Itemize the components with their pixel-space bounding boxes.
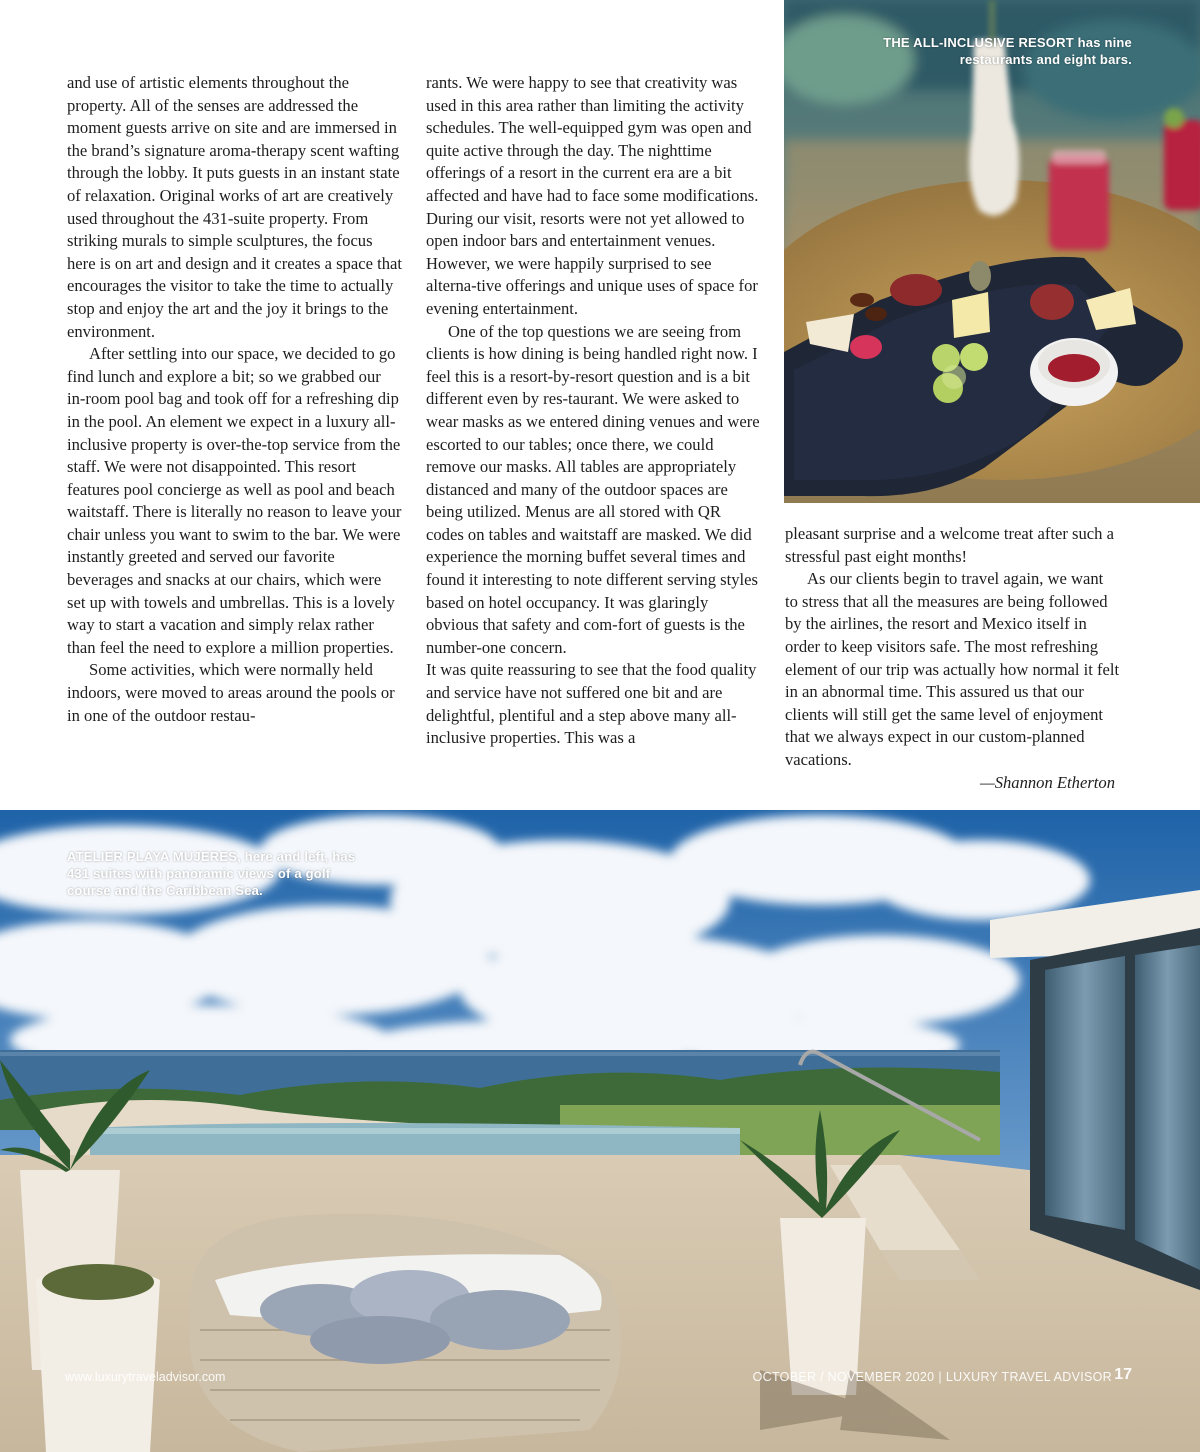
terrace-pool-photo <box>0 810 1200 1452</box>
issue-date: OCTOBER / NOVEMBER 2020 <box>752 1370 935 1384</box>
paragraph: As our clients begin to travel again, we want to stress that all the measures are being followed by the airlines, the resort and Mexico itself in order to keep visitors safe. The most refreshing element of our trip was actually how normal it felt in an abnormal time. This assured us that our clients will still get the same level of enjoyment that we always expect in our custom-planned vacations. <box>785 569 1120 769</box>
footer-separator: | <box>938 1370 942 1384</box>
paragraph: It was quite reassuring to see that the food quality and service have not suffered one bit and are delightful, plentiful and a step above many all-inclusive properties. This was a <box>426 660 757 748</box>
author-signature: —Shannon Etherton <box>979 772 1115 792</box>
paragraph: One of the top questions we are seeing from clients is how dining is being handled right now. I feel this is a resort-by-resort question and is a bit different even by res-taurant. We were asked to wear masks as we entered dining venues and were escorted to our tables; once there, we could remove our masks. All tables are appropriately distanced and many of the outdoor spaces are being utilized. Menus are all stored with QR codes on tables and waitstaff are masked. We did experience the morning buffet several times and found it interesting to note different serving styles based on hotel occupancy. It was glaringly obvious that safety and com-fort of guests is the number-one concern. <box>426 321 760 657</box>
food-photo-caption <box>832 34 1132 68</box>
terrace-photo-caption: ATELIER PLAYA MUJERES, here and left, has 431 suites with panoramic views of a golf course and the Caribbean Sea. <box>67 849 356 898</box>
article-column-3 <box>785 523 1120 794</box>
paragraph: After settling into our space, we decided to go find lunch and explore a bit; so we grabbed our in-room pool bag and took off for a refreshing dip in the pool. An element we expect in a luxury all-inclusive property is over-the-top service from the staff. We were not disappointed. This resort features pool concierge as well as pool and beach waitstaff. There is literally no reason to leave your chair unless you want to swim to the bar. We were instantly greeted and served our favorite beverages and snacks at our chairs, which were set up with towels and umbrellas. This is a lovely way to start a vacation and simply relax rather than feel the need to explore a million properties. <box>67 344 402 657</box>
caption-lead: THE ALL-INCLUSIVE RESORT <box>883 35 1074 50</box>
paragraph: and use of artistic elements throughout the property. All of the senses are addressed the moment guests arrive on site and are immersed in the brand’s signature aroma-therapy scent wafting through the lobby. It puts guests in an instant state of relaxation. Original works of art are creatively used throughout the 431-suite property. From striking murals to simple sculptures, the focus here is on art and design and it creates a space that encourages the visitor to take the time to actually stop and enjoy the art and the joy it brings to the environment. <box>67 73 402 341</box>
food-platter-photo <box>784 0 1200 503</box>
footer-issue <box>753 1370 1112 1384</box>
paragraph: pleasant surprise and a welcome treat after such a stressful past eight months! <box>785 524 1114 566</box>
paragraph: rants. We were happy to see that creativity was used in this area rather than limiting the activity schedules. The well-equipped gym was open and quite active through the day. The nighttime offerings of a resort in the current era are a bit affected and have had to face some modifications. During our visit, resorts were not yet allowed to open indoor bars and entertainment venues. However, we were happily surprised to see alterna-tive offerings and unique uses of space for evening entertainment. <box>426 73 759 318</box>
paragraph: Some activities, which were normally held indoors, were moved to areas around the pools or in one of the outdoor restau- <box>67 660 395 725</box>
caption-text: has nine restaurants and eight bars. <box>959 35 1132 67</box>
publication-name: LUXURY TRAVEL ADVISOR <box>945 1370 1112 1384</box>
article-column-2 <box>426 72 761 750</box>
article-column-1 <box>67 72 402 727</box>
page-number: 17 <box>1114 1366 1132 1383</box>
footer-website: www.luxurytraveladvisor.com <box>65 1370 226 1384</box>
